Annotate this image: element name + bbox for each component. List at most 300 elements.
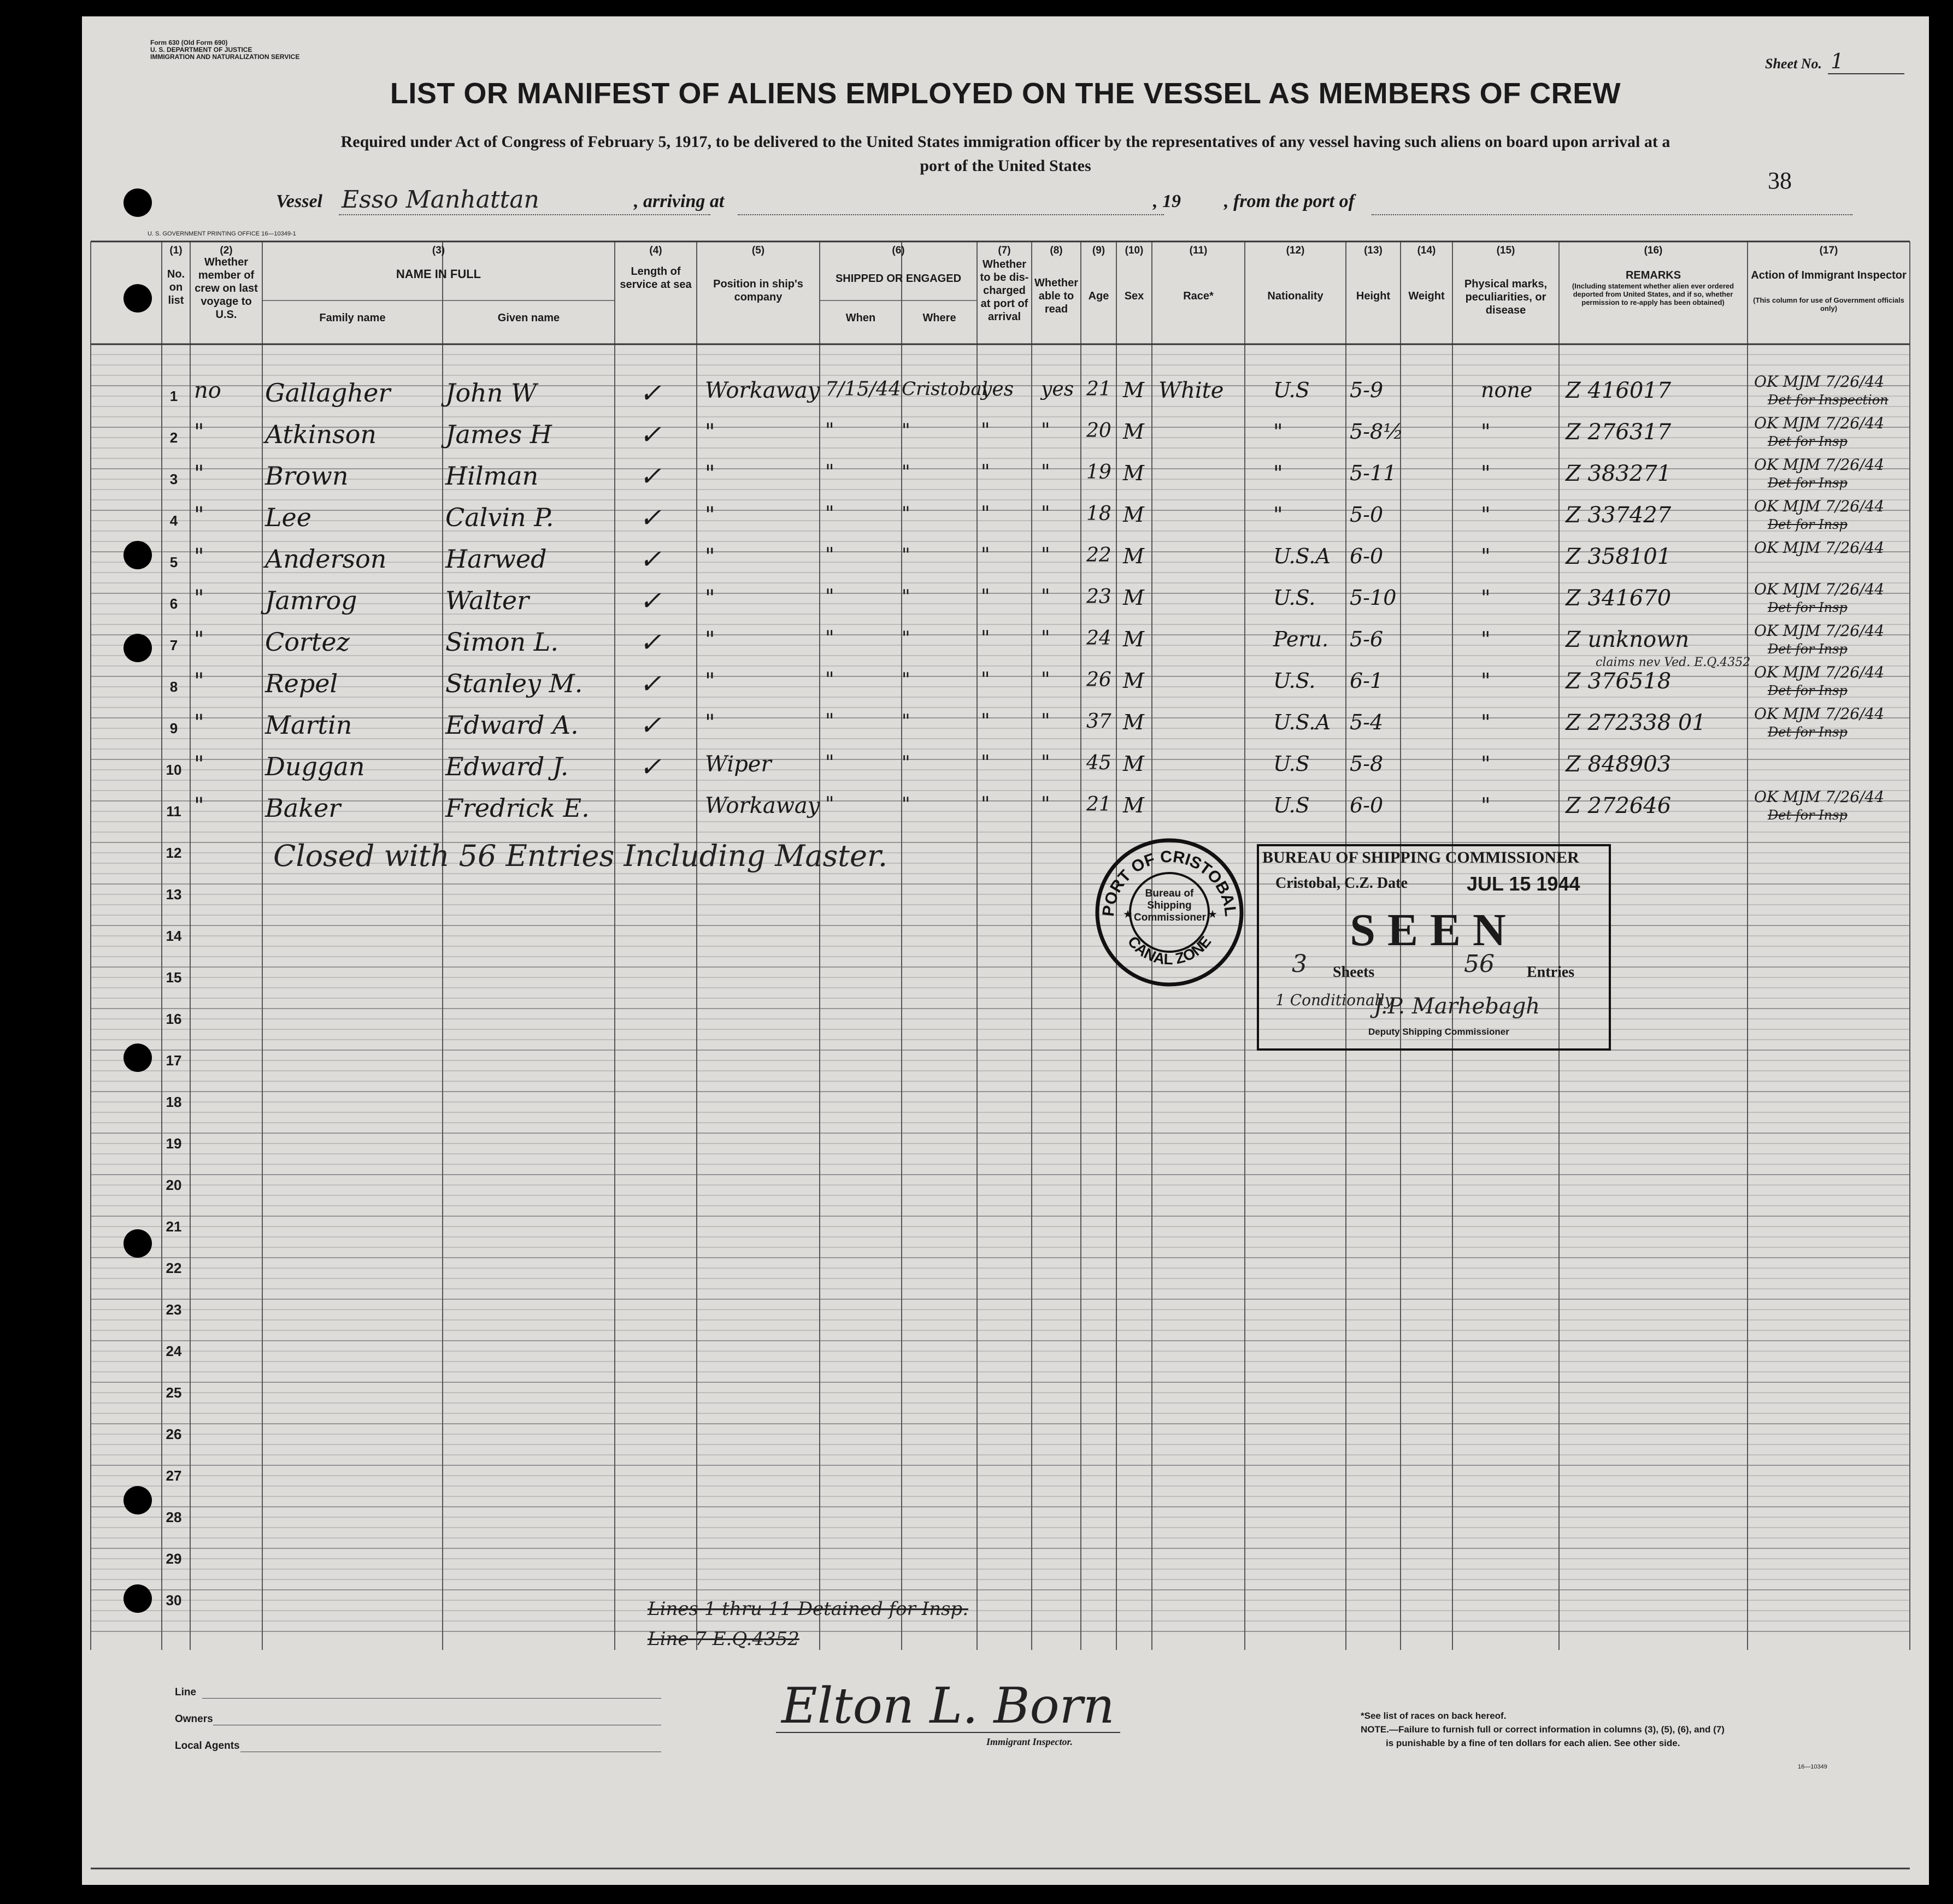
header-shipped: SHIPPED OR ENGAGED <box>835 273 962 285</box>
header-no-on-list: No. on list <box>167 268 185 306</box>
cell-age: 20 <box>1086 420 1111 442</box>
cell-read: " <box>1041 710 1050 733</box>
cell-physical: " <box>1481 586 1491 610</box>
cell-family: Martin <box>265 710 352 740</box>
header-whether-member: Whether member of crew on last voyage to U.S. <box>195 256 258 321</box>
footer-note-2: NOTE.—Failure to furnish full or correct information in columns (3), (5), (6), and (7) <box>1361 1724 1725 1735</box>
cell-service: ✓ <box>639 544 662 575</box>
cell-age: 24 <box>1086 627 1111 650</box>
cell-nationality: U.S <box>1273 378 1310 402</box>
cell-member: " <box>194 544 204 569</box>
cell-height: 5-6 <box>1350 627 1384 651</box>
column-number: (16) <box>1644 245 1663 256</box>
footer-line-rule <box>202 1698 661 1699</box>
form-code: 16—10349 <box>1798 1764 1827 1770</box>
column-number: (1) <box>169 245 183 256</box>
from-label: , from the port of <box>1224 191 1355 211</box>
cell-family: Lee <box>265 503 311 532</box>
header-height: Height <box>1356 290 1391 302</box>
sheet-no-value: 1 <box>1831 49 1844 73</box>
cell-height: 5-4 <box>1350 710 1384 734</box>
cell-where: " <box>902 669 910 691</box>
cell-given: Hilman <box>445 461 539 491</box>
cell-member: no <box>194 378 221 403</box>
rect-stamp <box>1257 844 1611 1051</box>
cell-where: " <box>902 627 910 649</box>
cell-member: " <box>194 710 204 735</box>
cell-age: 23 <box>1086 586 1111 608</box>
cell-physical: " <box>1481 710 1491 734</box>
header-where: Where <box>922 312 956 324</box>
cell-discharged: " <box>981 793 990 816</box>
row-number: 18 <box>166 1094 182 1110</box>
cell-where: " <box>902 752 910 774</box>
rect-stamp-sheets-label: Sheets <box>1333 964 1375 981</box>
cell-where: " <box>902 461 910 483</box>
row-number: 17 <box>166 1052 182 1069</box>
cell-physical: " <box>1481 544 1491 568</box>
cell-where: " <box>902 503 910 524</box>
cell-service: ✓ <box>639 669 662 699</box>
cell-height: 6-1 <box>1350 669 1384 693</box>
cell-service: ✓ <box>639 461 662 492</box>
year-label: , 19 <box>1153 191 1181 211</box>
row-number: 19 <box>166 1135 182 1152</box>
column-number: (17) <box>1819 245 1838 256</box>
footer-line-label: Line <box>175 1687 197 1698</box>
cell-when: " <box>825 420 834 442</box>
footer-notes <box>1361 1709 1725 1750</box>
cell-physical: " <box>1481 793 1491 817</box>
row-number: 11 <box>166 803 181 820</box>
cell-race: White <box>1158 378 1224 403</box>
rect-stamp-date: JUL 15 1944 <box>1467 873 1580 895</box>
rect-stamp-entries-value: 56 <box>1464 950 1495 978</box>
cell-sex: M <box>1123 752 1144 776</box>
cell-remarks: Z 272338 01 <box>1566 710 1706 735</box>
cell-given: James H <box>445 420 552 449</box>
cell-age: 26 <box>1086 669 1111 691</box>
cell-where: " <box>902 544 910 566</box>
cell-nationality: U.S.A <box>1273 544 1331 568</box>
subtitle-line2: port of the United States <box>920 157 1091 175</box>
row-number: 16 <box>166 1011 182 1027</box>
header-remarks: REMARKS <box>1625 269 1681 281</box>
cell-member: " <box>194 627 204 652</box>
header-race: Race* <box>1183 290 1214 302</box>
round-stamp-center: Bureau of Shipping Commissioner <box>1134 888 1206 923</box>
cell-family: Baker <box>265 793 341 823</box>
cell-family: Brown <box>265 461 349 491</box>
cell-read: " <box>1041 461 1050 484</box>
cell-family: Jamrog <box>265 586 357 615</box>
row-number: 5 <box>169 554 178 570</box>
footer-agents-label: Local Agents <box>175 1740 240 1752</box>
column-number: (13) <box>1364 245 1383 256</box>
cell-discharged: " <box>981 752 990 774</box>
cell-action: OK MJM 7/26/44 <box>1754 497 1885 515</box>
cell-service: ✓ <box>639 503 662 533</box>
cell-when: 7/15/44 <box>825 378 901 400</box>
closing-note: Closed with 56 Entries Including Master. <box>273 839 887 873</box>
row-number: 14 <box>166 928 182 944</box>
cell-sex: M <box>1123 710 1144 734</box>
cell-nationality: U.S <box>1273 793 1310 817</box>
column-number: (8) <box>1050 245 1063 256</box>
cell-action-detained: Det for Insp <box>1768 683 1848 698</box>
row-number: 22 <box>166 1260 182 1276</box>
cell-physical: none <box>1481 378 1533 402</box>
page-title: LIST OR MANIFEST OF ALIENS EMPLOYED ON THE VESSEL AS MEMBERS OF CREW <box>390 77 1621 110</box>
cell-sex: M <box>1123 544 1144 568</box>
rect-stamp-role: Deputy Shipping Commissioner <box>1368 1027 1509 1037</box>
department: U. S. DEPARTMENT OF JUSTICE <box>150 46 252 54</box>
row-number: 24 <box>166 1343 182 1359</box>
bottom-note-2: Line 7 E.Q.4352 <box>648 1628 799 1650</box>
cell-remarks: Z 848903 <box>1566 752 1672 777</box>
cell-physical: " <box>1481 503 1491 527</box>
cell-sex: M <box>1123 586 1144 610</box>
round-stamp-bottom-text: CANAL ZONE <box>1124 933 1215 968</box>
row-number: 15 <box>166 969 182 986</box>
cell-given: Fredrick E. <box>445 793 590 823</box>
cell-family: Gallagher <box>265 378 391 408</box>
row-number: 27 <box>166 1467 182 1484</box>
cell-sex: M <box>1123 669 1144 693</box>
header-remarks-note: (Including statement whether alien ever ordered deported from United States, and if so, whether permission to re-apply has been obtained) <box>1572 282 1734 306</box>
punch-hole <box>123 1044 152 1072</box>
row-number: 25 <box>166 1384 182 1401</box>
header-given-name: Given name <box>497 312 560 324</box>
cell-position: " <box>705 503 715 528</box>
cell-read: " <box>1041 586 1050 608</box>
punch-hole <box>123 1584 152 1613</box>
cell-member: " <box>194 752 204 777</box>
cell-given: Edward J. <box>445 752 569 781</box>
cell-sex: M <box>1123 503 1144 527</box>
cell-discharged: " <box>981 586 990 608</box>
cell-action: OK MJM 7/26/44 <box>1754 622 1885 640</box>
column-number: (3) <box>432 245 445 256</box>
cell-physical: " <box>1481 669 1491 693</box>
row-number: 29 <box>166 1551 182 1567</box>
cell-discharged: " <box>981 669 990 691</box>
column-number: (4) <box>649 245 662 256</box>
column-number: (10) <box>1125 245 1144 256</box>
column-number: (11) <box>1189 245 1208 256</box>
cell-member: " <box>194 420 204 445</box>
row-number: 9 <box>169 720 178 736</box>
cell-height: 5-11 <box>1350 461 1397 485</box>
rect-stamp-signature: J.P. Marhebagh <box>1374 994 1540 1019</box>
round-stamp-top-text: PORT OF CRISTOBAL <box>1099 847 1240 918</box>
cell-action-detained: Det for Insp <box>1768 807 1848 823</box>
footer-note-3: is punishable by a fine of ten dollars for each alien. See other side. <box>1386 1738 1680 1748</box>
cell-height: 6-0 <box>1350 793 1384 817</box>
cell-when: " <box>825 544 834 567</box>
cell-age: 21 <box>1086 793 1111 816</box>
rect-stamp-note: 1 Conditionally <box>1275 991 1393 1009</box>
column-number: (6) <box>892 245 905 256</box>
cell-height: 5-8 <box>1350 752 1384 776</box>
row-number: 7 <box>169 637 178 653</box>
row-number: 2 <box>169 429 178 446</box>
cell-discharged: " <box>981 461 990 484</box>
header-age: Age <box>1088 290 1109 302</box>
cell-position: " <box>705 627 715 652</box>
row-number: 28 <box>166 1509 182 1525</box>
cell-read: " <box>1041 544 1050 567</box>
subtitle-line1: Required under Act of Congress of February 5, 1917, to be delivered to the United States immigration officer by the representatives of any vessel having such aliens on board upon arrival at a <box>340 133 1670 151</box>
round-stamp <box>1093 836 1246 989</box>
header-nationality: Nationality <box>1267 290 1323 302</box>
cell-given: Walter <box>445 586 530 615</box>
cell-where: " <box>902 586 910 608</box>
cell-age: 19 <box>1086 461 1111 484</box>
cell-sex: M <box>1123 627 1144 651</box>
cell-family: Anderson <box>265 544 387 574</box>
rect-stamp-place: Cristobal, C.Z. Date <box>1275 875 1408 892</box>
cell-when: " <box>825 503 834 525</box>
vessel-name: Esso Manhattan <box>342 186 539 214</box>
footer-note-1: *See list of races on back hereof. <box>1361 1711 1507 1721</box>
row-number: 6 <box>169 596 178 612</box>
cell-when: " <box>825 586 834 608</box>
cell-sex: M <box>1123 793 1144 817</box>
corner-number: 38 <box>1768 167 1792 194</box>
column-number: (12) <box>1286 245 1305 256</box>
column-number: (14) <box>1417 245 1436 256</box>
cell-height: 6-0 <box>1350 544 1384 568</box>
header-position: Position in ship's company <box>713 278 803 303</box>
footer-owners-label: Owners <box>175 1713 213 1725</box>
cell-discharged: " <box>981 420 990 442</box>
header-sex: Sex <box>1124 290 1144 302</box>
cell-age: 21 <box>1086 378 1111 400</box>
cell-read: " <box>1041 752 1050 774</box>
cell-family: Cortez <box>265 627 350 657</box>
column-number: (9) <box>1092 245 1105 256</box>
svg-text:★: ★ <box>1208 909 1217 921</box>
sheet-no-label: Sheet No. <box>1765 56 1822 72</box>
cell-age: 18 <box>1086 503 1111 525</box>
rect-stamp-sheets-value: 3 <box>1292 950 1307 978</box>
cell-given: John W <box>445 378 537 408</box>
rect-stamp-entries-label: Entries <box>1527 964 1575 981</box>
row-number: 23 <box>166 1301 182 1318</box>
cell-physical: " <box>1481 420 1491 444</box>
column-number: (7) <box>998 245 1011 256</box>
cell-nationality: U.S. <box>1273 669 1316 693</box>
header-length-service: Length of service at sea <box>620 266 692 291</box>
cell-read: " <box>1041 627 1050 650</box>
cell-read: " <box>1041 669 1050 691</box>
header-when: When <box>845 312 876 324</box>
cell-sex: M <box>1123 461 1144 485</box>
cell-service: ✓ <box>639 752 662 782</box>
cell-height: 5-10 <box>1350 586 1397 610</box>
manifest-sheet <box>82 16 1929 1885</box>
cell-age: 37 <box>1086 710 1111 733</box>
cell-remarks: Z 272646 <box>1566 793 1672 818</box>
cell-nationality: U.S.A <box>1273 710 1331 734</box>
cell-family: Repel <box>265 669 338 698</box>
cell-when: " <box>825 627 834 650</box>
cell-nationality: " <box>1273 503 1283 527</box>
punch-hole <box>123 284 152 313</box>
row-number: 4 <box>169 512 178 529</box>
row-number: 12 <box>166 845 182 861</box>
cell-discharged: " <box>981 503 990 525</box>
cell-discharged: yes <box>981 378 1014 400</box>
cell-remarks: Z 337427 <box>1566 503 1672 528</box>
cell-physical: " <box>1481 752 1491 776</box>
cell-where: " <box>902 793 910 815</box>
row-number: 30 <box>166 1592 182 1608</box>
punch-hole <box>123 1229 152 1258</box>
row-number: 21 <box>166 1218 182 1235</box>
cell-family: Duggan <box>265 752 365 781</box>
cell-sex: M <box>1123 420 1144 444</box>
header-weight: Weight <box>1408 290 1445 302</box>
printing-office: U. S. GOVERNMENT PRINTING OFFICE 16—10349-1 <box>148 231 296 237</box>
header-able-read: Whether able to read <box>1034 277 1078 315</box>
cell-height: 5-9 <box>1350 378 1384 402</box>
inspector-rule <box>776 1732 1120 1733</box>
cell-service: ✓ <box>639 586 662 616</box>
remark-7-note: claims nev Ved. E.Q.4352 <box>1596 656 1751 669</box>
cell-given: Calvin P. <box>445 503 554 532</box>
vessel-label: Vessel <box>276 191 322 211</box>
cell-action-detained: Det for Insp <box>1768 517 1848 532</box>
column-number: (2) <box>220 245 233 256</box>
cell-action-detained: Det for Inspection <box>1768 392 1889 408</box>
cell-position: " <box>705 420 715 445</box>
cell-member: " <box>194 586 204 611</box>
cell-height: 5-0 <box>1350 503 1384 527</box>
bottom-note-1: Lines 1 thru 11 Detained for Insp. <box>648 1598 968 1620</box>
cell-service: ✓ <box>639 378 662 409</box>
cell-action: OK MJM 7/26/44 <box>1754 580 1885 598</box>
cell-action: OK MJM 7/26/44 <box>1754 539 1885 557</box>
cell-nationality: U.S. <box>1273 586 1316 610</box>
cell-position: " <box>705 710 715 735</box>
row-number: 8 <box>169 679 178 695</box>
cell-read: " <box>1041 503 1050 525</box>
cell-member: " <box>194 461 204 486</box>
arriving-label: , arriving at <box>634 191 725 211</box>
cell-action-detained: Det for Insp <box>1768 600 1848 615</box>
cell-remarks: Z 416017 <box>1566 378 1672 403</box>
cell-given: Edward A. <box>445 710 579 740</box>
cell-service: ✓ <box>639 710 662 741</box>
column-number: (5) <box>751 245 765 256</box>
cell-read: " <box>1041 793 1050 816</box>
cell-action-detained: Det for Insp <box>1768 475 1848 491</box>
cell-where: Cristobal <box>902 378 988 400</box>
cell-when: " <box>825 461 834 484</box>
inspector-signature: Elton L. Born <box>781 1677 1115 1735</box>
cell-remarks: Z 276317 <box>1566 420 1672 445</box>
punch-hole <box>123 1486 152 1514</box>
cell-given: Simon L. <box>445 627 558 657</box>
inspector-label: Immigrant Inspector. <box>986 1736 1073 1747</box>
cell-member: " <box>194 793 204 818</box>
cell-physical: " <box>1481 461 1491 485</box>
cell-action: OK MJM 7/26/44 <box>1754 456 1885 474</box>
header-name-in-full: NAME IN FULL <box>396 267 481 281</box>
cell-position: Workaway <box>705 378 820 403</box>
cell-position: " <box>705 586 715 611</box>
cell-when: " <box>825 669 834 691</box>
row-number: 1 <box>169 388 178 404</box>
cell-position: Wiper <box>705 752 772 777</box>
row-number: 26 <box>166 1426 182 1442</box>
cell-position: " <box>705 544 715 569</box>
header-action: Action of Immigrant Inspector <box>1751 269 1907 281</box>
cell-nationality: " <box>1273 420 1283 444</box>
rect-stamp-line1: BUREAU OF SHIPPING COMMISSIONER <box>1262 848 1579 866</box>
cell-action-detained: Det for Insp <box>1768 641 1848 657</box>
service: IMMIGRATION AND NATURALIZATION SERVICE <box>150 53 300 61</box>
header-discharged: Whether to be dis-charged at port of arrival <box>980 258 1029 323</box>
cell-discharged: " <box>981 544 990 567</box>
form-id: Form 630 (Old Form 690) <box>150 39 228 46</box>
cell-given: Stanley M. <box>445 669 583 698</box>
rect-stamp-seen: SEEN <box>1350 905 1518 956</box>
column-number: (15) <box>1496 245 1515 256</box>
cell-family: Atkinson <box>265 420 377 449</box>
cell-read: " <box>1041 420 1050 442</box>
row-number: 13 <box>166 886 182 903</box>
cell-action: OK MJM 7/26/44 <box>1754 705 1885 723</box>
cell-age: 45 <box>1086 752 1111 774</box>
cell-remarks: Z 358101 <box>1566 544 1672 569</box>
row-number: 20 <box>166 1177 182 1193</box>
cell-when: " <box>825 793 834 816</box>
cell-sex: M <box>1123 378 1144 402</box>
cell-position: Workaway <box>705 793 820 818</box>
punch-hole <box>123 541 152 569</box>
header-physical: Physical marks, peculiarities, or disease <box>1464 278 1548 316</box>
cell-remarks: Z 383271 <box>1566 461 1672 486</box>
cell-discharged: " <box>981 710 990 733</box>
cell-action-detained: Det for Insp <box>1768 434 1848 449</box>
cell-discharged: " <box>981 627 990 650</box>
cell-action-detained: Det for Insp <box>1768 724 1848 740</box>
cell-read: yes <box>1041 378 1074 400</box>
cell-when: " <box>825 710 834 733</box>
cell-height: 5-8½ <box>1350 420 1404 444</box>
row-number: 10 <box>166 762 182 778</box>
header-family-name: Family name <box>319 312 386 324</box>
svg-text:★: ★ <box>1123 909 1133 921</box>
cell-nationality: Peru. <box>1273 627 1329 651</box>
cell-given: Harwed <box>445 544 547 574</box>
cell-remarks: Z unknown <box>1566 627 1690 652</box>
cell-nationality: U.S <box>1273 752 1310 776</box>
cell-position: " <box>705 669 715 694</box>
cell-where: " <box>902 710 910 732</box>
cell-when: " <box>825 752 834 774</box>
cell-remarks: Z 341670 <box>1566 586 1672 611</box>
cell-service: ✓ <box>639 627 662 658</box>
cell-member: " <box>194 669 204 694</box>
cell-where: " <box>902 420 910 441</box>
cell-physical: " <box>1481 627 1491 651</box>
punch-hole <box>123 634 152 662</box>
cell-age: 22 <box>1086 544 1111 567</box>
